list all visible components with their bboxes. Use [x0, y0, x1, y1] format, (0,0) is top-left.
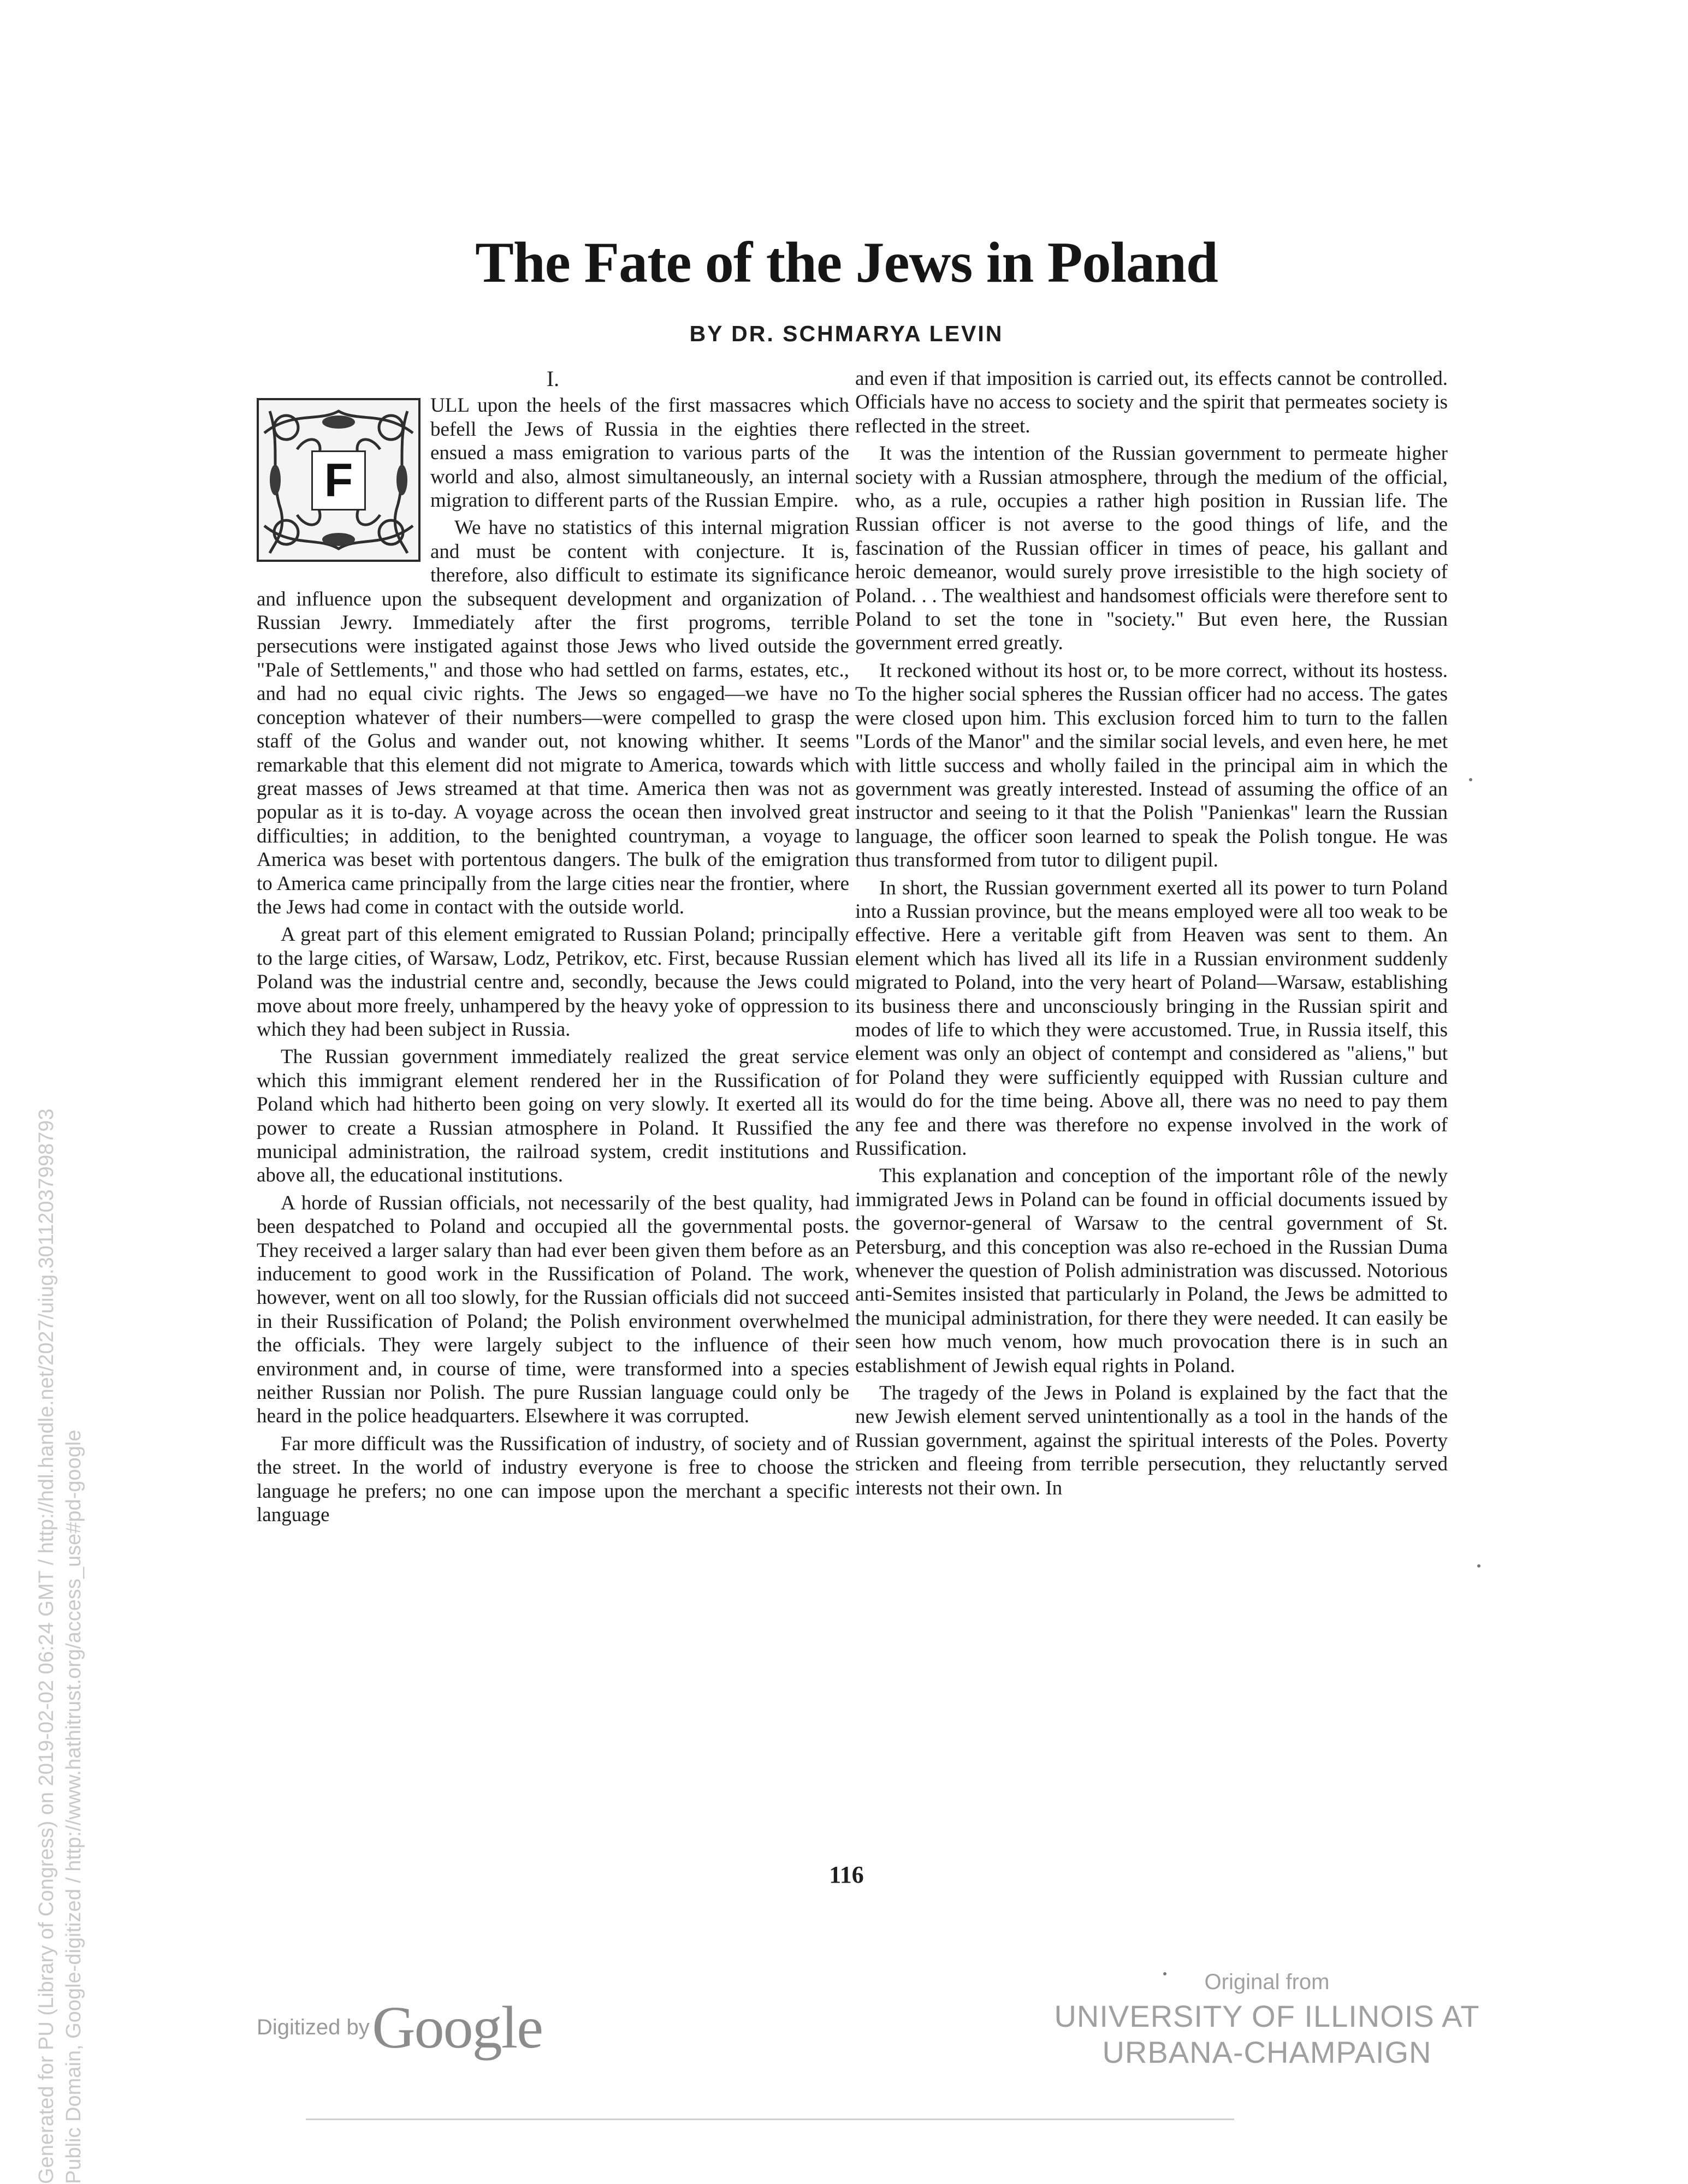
scan-speck — [1469, 778, 1472, 781]
page-number: 116 — [829, 1861, 864, 1888]
scan-speck — [1163, 1972, 1166, 1975]
left-column — [257, 367, 849, 1531]
hathitrust-stamp — [33, 328, 98, 2184]
paragraph: A horde of Russian officials, not necessarily of the best quality, had been despatched to Poland and occupied all the governmental posts. They received a larger salary than had ever been given them before as an inducement to good work in the Russification of Poland. The work, however, went on all too slowly, for the Russian officials did not succeed in their Russification of Poland; the Polish environment overwhelmed the officials. They were largely subject to the influence of their environment and, in course of time, were transformed into a species neither Russian nor Polish. The pure Russian language could only be heard in the police headquarters. Elsewhere it was corrupted. — [257, 1191, 849, 1428]
article-byline: BY DR. SCHMARYA LEVIN — [689, 321, 1004, 346]
paragraph: The tragedy of the Jews in Poland is explained by the fact that the new Jewish element served unintentionally as a tool in the hands of the Russian government, against the spiritual interests of the Poles. Poverty stricken and fleeing from terrible persecution, they reluctantly served interests not their own. In — [855, 1382, 1448, 1499]
institution-line-1: UNIVERSITY OF ILLINOIS AT — [1054, 1999, 1480, 2033]
paragraph: ULL upon the heels of the first massacres which befell the Jews of Russia in the eighties there ensued a mass emigration to various parts of the world and also, almost simultaneously, an internal migration to different parts of the Russian Empire. — [430, 394, 849, 512]
paragraph: It was the intention of the Russian government to permeate higher society with a Russian atmosphere, through the medium of the official, who, as a rule, occupies a rather high position in Russian life. The Russian officer is not averse to the good things of life, and the fascination of the Russian officer in times of peace, his gallant and heroic demeanor, would surely prove irresistible to the high society of Poland. . . The wealthiest and handsomest officials were therefore sent to Poland to set the tone in "society." But even here, the Russian government erred greatly. — [855, 442, 1448, 655]
google-digitized-mark — [257, 1993, 543, 2061]
section-number: I. — [546, 366, 560, 391]
paragraph: It reckoned without its host or, to be more correct, without its hostess. To the higher social spheres the Russian officer had no access. The gates were closed upon him. This exclusion forced him to turn to the fallen "Lords of the Manor" and the similar social levels, and even here, he met with little success and wholly failed in the principal aim in which the government was greatly interested. Instead of assuming the office of an instructor and seeing to it that the Polish "Panienkas" learn the Russian language, the officer soon learned to speak the Polish tongue. He was thus transformed from tutor to diligent pupil. — [855, 659, 1448, 872]
stamp-line-2: Public Domain, Google-digitized / http://www.hathitrust.org/access_use#pd-google — [62, 1429, 85, 2184]
institution-line-2: URBANA-CHAMPAIGN — [1102, 2035, 1432, 2069]
digitized-by-label: Digitized by — [257, 2015, 370, 2039]
stamp-line-1: Generated for PU (Library of Congress) on 2019-02-02 06:24 GMT / http://hdl.handle.net/2027/uiug.30112037998793 — [35, 1108, 58, 2184]
paragraph: and even if that imposition is carried out, its effects cannot be controlled. Officials have no access to society and the spirit that permeates society is reflected in the street. — [855, 367, 1448, 437]
scan-artifact-line — [306, 2118, 1234, 2120]
paragraph: This explanation and conception of the important rôle of the newly immigrated Jews in Poland can be found in official documents issued by the governor-general of Warsaw to the central government of St. Petersburg, and this conception was also re-echoed in the Russian Duma whenever the question of Polish administration was discussed. Notorious anti-Semites insisted that particularly in Poland, the Jews be admitted to the municipal administration, for there they were needed. It can easily be seen how much venom, how much provocation there is in such an establishment of Jewish equal rights in Poland. — [855, 1165, 1448, 1377]
paragraph: In short, the Russian government exerted all its power to turn Poland into a Russian province, but the means employed were all too weak to be effective. Here a veritable gift from Heaven was sent to them. An element which has lived all its life in a Russian environment suddenly migrated to Poland, into the very heart of Poland—Warsaw, establishing its business there and unconsciously bringing in the Russian spirit and modes of life to which they were accustomed. True, in Russia itself, this element was only an object of contempt and considered as "aliens," but for Poland they were sufficiently equipped with Russian culture and would do for the time being. Above all, there was no need to pay them any fee and there was therefore no expense involved in the work of Russification. — [855, 876, 1448, 1160]
dropcap-letter: F — [311, 450, 366, 511]
ornamental-dropcap — [257, 398, 420, 562]
google-logo: Google — [372, 1994, 543, 2061]
article-title: The Fate of the Jews in Poland — [475, 230, 1218, 294]
right-column — [855, 367, 1448, 1504]
paragraph: The Russian government immediately realized the great service which this immigrant element rendered her in the Russification of Poland which had hitherto been going on very slowly. It exerted all its power to create a Russian atmosphere in Poland. It Russified the municipal administration, the railroad system, credit institutions and above all, the educational institutions. — [257, 1046, 849, 1187]
original-from-label: Original from — [1204, 1970, 1330, 1994]
original-from-mark — [994, 1966, 1540, 2070]
scan-speck — [1477, 1564, 1480, 1568]
paragraph: We have no statistics of this internal migration and must be content with conjecture. It is, therefore, also difficult to estimate its significance and influence upon the subsequent development and organization of Russian Jewry. Immediately after the first progroms, terrible persecutions were instigated against those Jews who lived outside the "Pale of Settlements," and those who had settled on farms, estates, etc., and had no equal civic rights. The Jews so engaged—we have no conception whatever of their numbers—were compelled to grasp the staff of the Golus and wander out, not knowing whither. It seems remarkable that this element did not migrate to America, towards which great masses of Jews streamed at that time. America then was not as popular as it is to-day. A voyage across the ocean then involved great difficulties; in addition, to the benighted countryman, a voyage to America was beset with portentous dangers. The bulk of the emigration to America came principally from the large cities near the frontier, where the Jews had come in contact with the outside world. — [257, 517, 849, 918]
paragraph: A great part of this element emigrated to Russian Poland; principally to the large cities, of Warsaw, Lodz, Petrikov, etc. First, because Russian Poland was the industrial centre and, secondly, because the Jews could move about more freely, unhampered by the heavy yoke of oppression to which they had been subject in Russia. — [257, 923, 849, 1041]
paragraph: Far more difficult was the Russification of industry, of society and of the street. In the world of industry everyone is free to choose the language he prefers; no one can impose upon the merchant a specific language — [257, 1432, 849, 1527]
